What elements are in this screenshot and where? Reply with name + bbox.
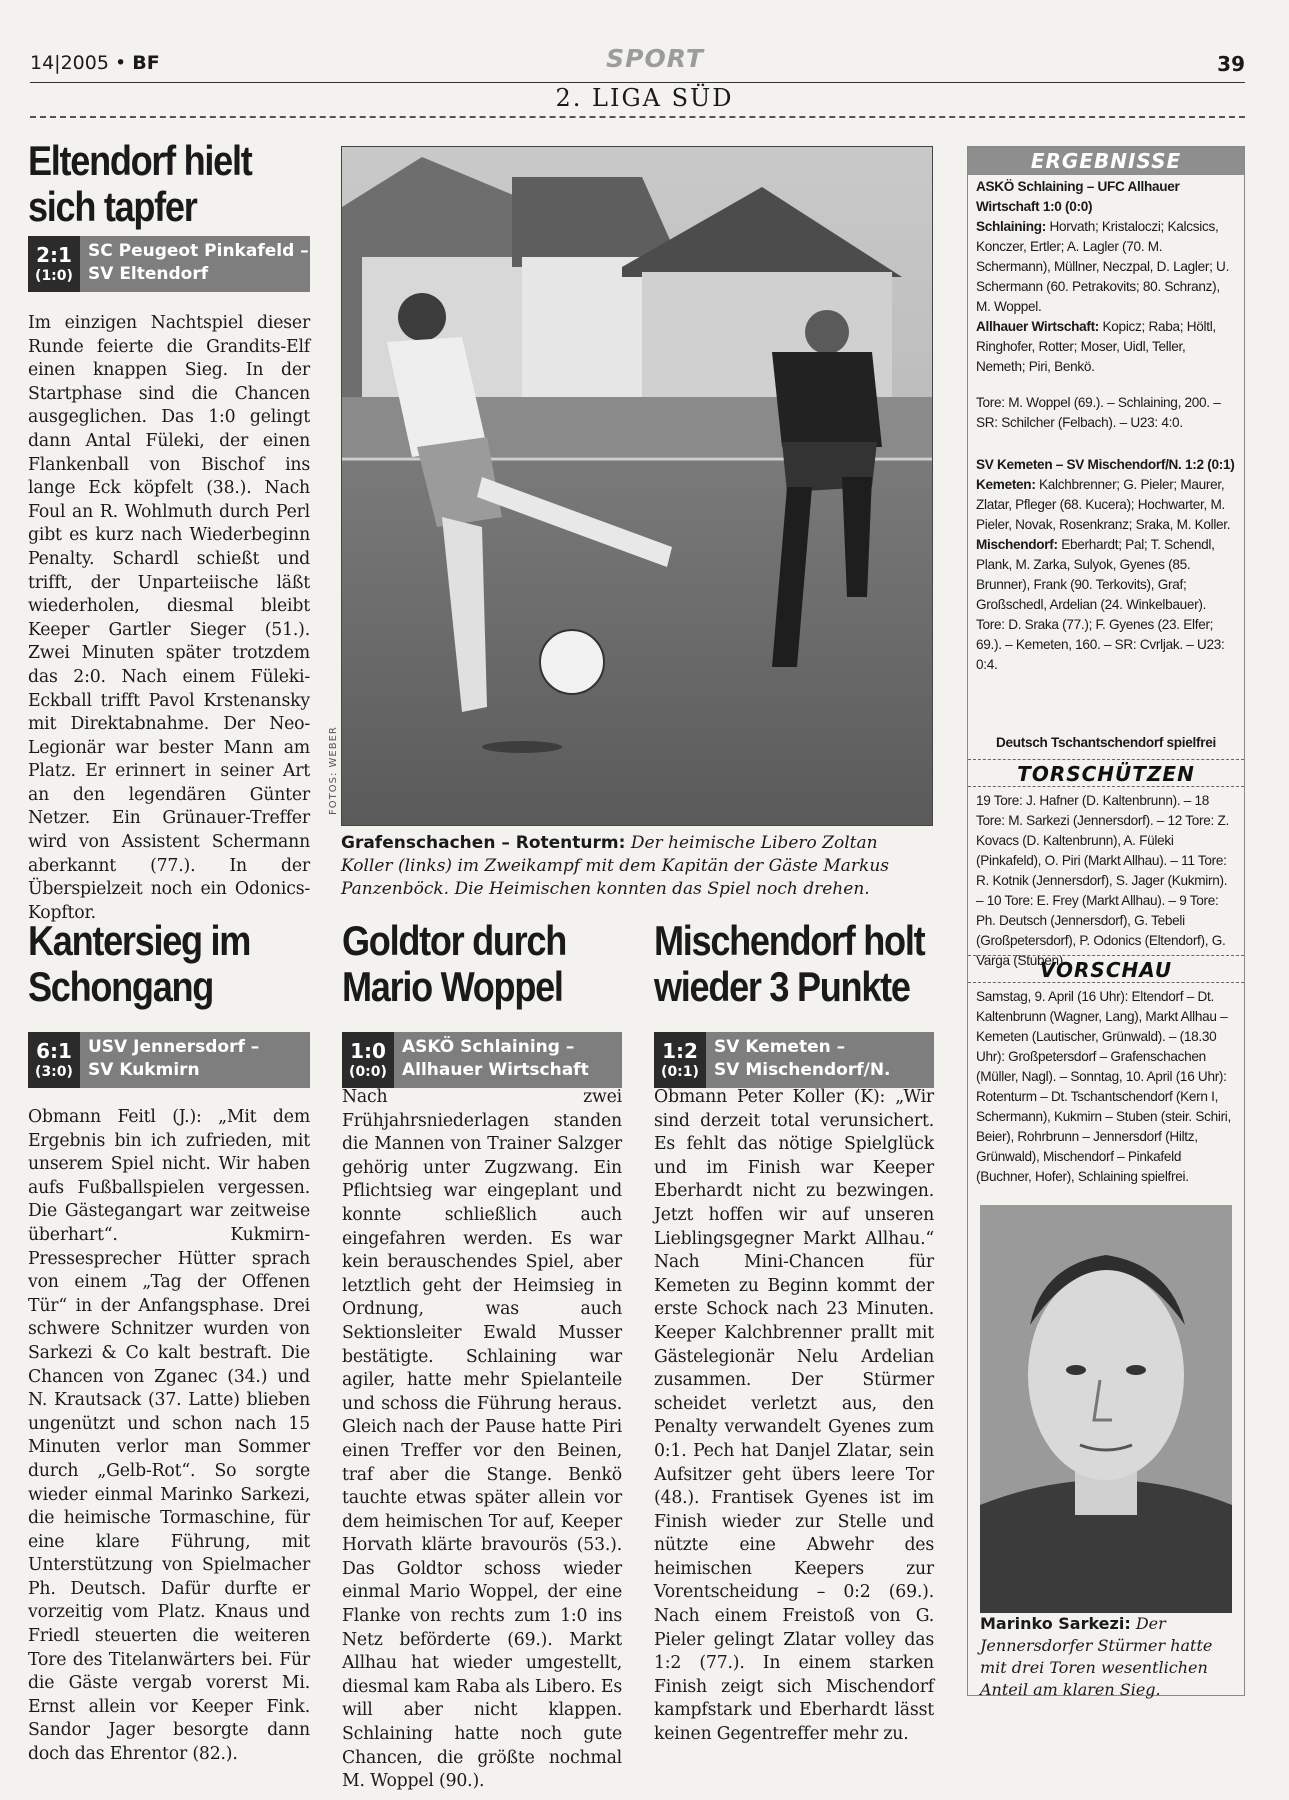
caption-text: Der heimische Libero Zoltan Koller (links) im Zweikampf mit dem Kapitän der Gäste Markus Panzenböck. Die Heimischen konnten das Spiel noch drehen. <box>341 833 890 899</box>
match-photo-illustration <box>342 147 933 826</box>
portrait-name: Marinko Sarkezi: <box>980 1614 1131 1633</box>
match1-home-label: Schlaining: <box>976 219 1046 234</box>
article2-body: Obmann Feitl (J.): „Mit dem Ergebnis bin ich zufrieden, mit unserem Spiel nicht. Wir haben aufs Fußballspielen vergessen. Die Gästegangart war zeitweise überhart“. Kukmirn-Pressesprecher Hütter sprach von einem „Tag der Offenen Tür“ in der Anfangsphase. Drei schwere Schnitzer wurden von Sarkezi & Co kalt bestraft. Die Chancen von Zganec (34.) und N. Krautsack (37. Latte) blieben ungenützt und schon nach 15 Minuten verlor man Sommer durch „Gelb-Rot“. So sorgte wieder einmal Marinko Sarkezi, die heimische Tormaschine, für eine klare Führung, mit Unterstützung von Spielmacher Ph. Deutsch. Dafür durfte er vorzeitig vom Platz. Knaus und Friedl steuerten die weiteren Tore des Titelanwärters bei. Für die Gäste vergab vorerst Mi. Ernst allein vor Keeper Fink. Sandor Jager besorgte dann doch das Ehrentor (82.). <box>28 1107 310 1765</box>
score-box <box>654 1032 706 1088</box>
match2-home-label: Kemeten: <box>976 477 1036 492</box>
away-team: SV Eltendorf <box>88 264 209 284</box>
halftime-score: (1:0) <box>35 268 73 284</box>
free-team-text: Deutsch Tschantschendorf spielfrei <box>996 735 1216 750</box>
portrait-caption <box>980 1613 1236 1701</box>
portrait-caption-text: Der Jennersdorfer Stürmer hatte mit drei Toren wesentlichen Anteil am klaren Sieg. <box>980 1614 1213 1699</box>
away-team: Allhauer Wirtschaft <box>402 1060 589 1080</box>
score-box <box>28 1032 80 1088</box>
headline-line: Schongang <box>28 963 214 1010</box>
headline-line: wieder 3 Punkte <box>654 963 910 1010</box>
halftime-score: (3:0) <box>35 1064 73 1080</box>
article3-scorebar <box>342 1032 622 1088</box>
match1-away-lineup: Kopicz; Raba; Höltl, Ringhofer, Rotter; Moser, Uidl, Teller, Nemeth; Piri, Benkö. <box>976 319 1216 374</box>
article1-body: Im einzigen Nachtspiel dieser Runde feierte die Grandits-Elf einen knappen Sieg. In der Startphase sind die Chancen ausgeglichen. Das 1:0 gelingt dann Antal Füleki, der einen Flankenball von Bischof ins lange Eck köpfelt (38.). Nach Foul an R. Wohlmuth durch Perl gibt es kurz nach Wiederbeginn Penalty. Schardl schießt und trifft, der Unparteiische läßt wiederholen, diesmal bleibt Keeper Gartler Sieger (51.). Zwei Minuten später trotzdem das 2:0. Nach einem Füleki-Eckball trifft Pavol Krstenansky mit Direktabnahme. Der Neo-Legionär war bester Mann am Platz. Er erinnert in seiner Art an den legendären Günter Netzer. Ein Grünauer-Treffer wird von Assistent Schermann aberkannt (77.). In der Überspielzeit noch ein Odonics-Kopftor. <box>28 313 310 923</box>
article1-headline <box>28 138 251 230</box>
match1-goals: Tore: M. Woppel (69.). – Schlaining, 200. – SR: Schilcher (Felbach). – U23: 4:0. <box>976 395 1221 430</box>
home-team: SV Kemeten – <box>714 1037 846 1057</box>
away-team: SV Kukmirn <box>88 1060 200 1080</box>
home-team: SC Peugeot Pinkafeld – <box>88 241 309 261</box>
photo-caption <box>341 832 933 901</box>
match1-block <box>976 177 1236 377</box>
free-team <box>976 733 1236 753</box>
away-team: SV Mischendorf/N. <box>714 1060 891 1080</box>
page-number: 39 <box>1217 52 1245 76</box>
match2-home-lineup: Kalchbrenner; G. Pieler; Maurer, Zlatar, Pfleger (68. Kucera); Hochwarter, M. Pieler, Novak, Rosenkranz; Sraka, M. Koller. <box>976 477 1231 532</box>
headline-line: Mario Woppel <box>342 963 563 1010</box>
headline-line: Eltendorf hielt <box>28 137 252 184</box>
preview-list: Samstag, 9. April (16 Uhr): Eltendorf – Dt. Kaltenbrunn (Wagner, Lang), Markt Allhau – Kemeten (Lautischer, Grünwald). – (18.30 Uhr): Großpetersdorf – Grafenschachen (Müller, Nagl). – Sonntag, 10. April (16 Uhr): Rotenturm – Dt. Tschantschendorf (Kern I, Schermann), Kukmirn – Stuben (steir. Schiri, Beier), Rohrbrunn – Jennersdorf (Hiltz, Grünwald), Mischendorf – Pinkafeld (Buchner, Hofer), Schlaining spielfrei. <box>976 989 1232 1184</box>
match1-away-label: Allhauer Wirtschaft: <box>976 319 1100 334</box>
player-portrait <box>980 1205 1232 1613</box>
match2-goals: Tore: D. Sraka (77.); F. Gyenes (23. Elfer; 69.). – Kemeten, 160. – SR: Cvrljak. – U23: 0:4. <box>976 617 1225 672</box>
match1-home-lineup: Horvath; Kristaloczi; Kalcsics, Konczer, Ertler; A. Lagler (70. M. Schermann), Müllner, Neczpal, D. Lagler; U. Schermann (60. Petrakovits; 80. Schranz), M. Woppel. <box>976 219 1230 314</box>
article2-headline <box>28 918 250 1010</box>
portrait-illustration <box>980 1205 1232 1613</box>
preview-title: VORSCHAU <box>968 955 1244 983</box>
scorers-list: 19 Tore: J. Hafner (D. Kaltenbrunn). – 18 Tore: M. Sarkezi (Jennersdorf). – 12 Tore: Z. Kovacs (D. Kaltenbrunn), A. Füleki (Pinkafeld), O. Piri (Markt Allhau). – 11 Tore: R. Kotnik (Jennersdorf), S. Jager (Kukmirn). – 10 Tore: E. Frey (Markt Allhau). – 9 Tore: Ph. Deutsch (Jennersdorf), G. Tebeli (Großpetersdorf), P. Odonics (Eltendorf), G. Varga (Stuben). <box>976 793 1229 968</box>
home-team: ASKÖ Schlaining – <box>402 1037 575 1057</box>
home-team: USV Jennersdorf – <box>88 1037 260 1057</box>
match2-away-lineup: Eberhardt; Pal; T. Schendl, Plank, M. Zarka, Sulyok, Gyenes (85. Brunner), Frank (90. Terkovits), Graf; Großschedl, Ardelian (24. Winkelbauer). <box>976 537 1215 612</box>
team-names <box>80 1032 310 1088</box>
score-box <box>342 1032 394 1088</box>
team-names <box>706 1032 934 1088</box>
final-score: 6:1 <box>36 1039 72 1063</box>
league-title: 2. LIGA SÜD <box>555 84 734 112</box>
match1-title: ASKÖ Schlaining – UFC Allhauer Wirtschaft 1:0 (0:0) <box>976 179 1180 214</box>
header-rule <box>30 82 1245 83</box>
article4-headline <box>654 918 924 1010</box>
photo-credit: FOTOS: WEBER <box>328 726 339 815</box>
dashed-rule <box>30 116 1245 118</box>
results-title: ERGEBNISSE <box>968 147 1244 175</box>
match-photo <box>341 146 933 826</box>
headline-line: Kantersieg im <box>28 917 251 964</box>
headline-line: sich tapfer <box>28 183 197 230</box>
issue-info: 14|2005 • BF <box>30 52 160 74</box>
paper-name: BF <box>132 52 160 74</box>
score-box <box>28 236 80 292</box>
article2-scorebar <box>28 1032 310 1088</box>
section-title: SPORT <box>606 44 704 73</box>
match2-away-label: Mischendorf: <box>976 537 1058 552</box>
article3-headline <box>342 918 566 1010</box>
article4-body: Obmann Peter Koller (K): „Wir sind derzeit total verunsichert. Es fehlt das nötige Spielglück und im Finish war Keeper Eberhardt nicht zu bezwingen. Jetzt hoffen wir auf unseren Lieblingsgegner Markt Allhau.“ Nach Mini-Chancen für Kemeten zu Beginn kommt der erste Schock nach 23 Minuten. Keeper Kalchbrenner prallt mit Gästelegionär Nelu Ardelian zusammen. Der Stürmer scheidet verletzt aus, den Penalty verwandelt Gyenes zum 0:1. Pech hat Danjel Zlatar, sein Aufsitzer geht übers leere Tor (48.). Frantisek Gyenes ist im Finish wieder zur Stelle und nützte eine Abwehr des heimischen Keepers zur Vorentscheidung – 0:2 (69.). Nach einem Freistoß von G. Pieler gelingt Zlatar volley das 1:2 (77.). In einem starken Finish zeigt sich Mischendorf kampfstark und Eberhardt lässt keinen Gegentreffer mehr zu. <box>654 1087 934 1745</box>
final-score: 2:1 <box>36 243 72 267</box>
halftime-score: (0:0) <box>349 1064 387 1080</box>
headline-line: Mischendorf holt <box>654 917 925 964</box>
article3-body: Nach zwei Frühjahrsniederlagen standen die Mannen von Trainer Salzger gehörig unter Zugzwang. Ein Pflichtsieg war eingeplant und konnte schließlich auch eingefahren werden. Es war kein berauschendes Spiel, aber letztlich geht der Heimsieg in Ordnung, was auch Sektionsleiter Ewald Musser bestätigte. Schlaining war agiler, hatte mehr Spielanteile und schoss die Führung heraus. Gleich nach der Pause hatte Piri einen Treffer vor den Beinen, traf aber die Stange. Benkö tauchte etwas später allein vor dem heimischen Tor auf, Keeper Horvath klärte bravourös (53.). Das Goldtor schoss wieder einmal Mario Woppel, der eine Flanke von rechts zum 1:0 ins Netz beförderte (69.). Markt Allhau hat wieder umgestellt, diesmal kam Raba als Libero. Es will aber nicht klappen. Schlaining hatte noch gute Chancen, die größte nochmal M. Woppel (90.). <box>342 1087 622 1792</box>
caption-location: Grafenschachen – Rotenturm: <box>341 833 626 853</box>
final-score: 1:0 <box>350 1039 386 1063</box>
team-names <box>80 236 310 292</box>
scorers-title: TORSCHÜTZEN <box>968 759 1244 787</box>
headline-line: Goldtor durch <box>342 917 567 964</box>
article1-scorebar <box>28 236 310 292</box>
halftime-score: (0:1) <box>661 1064 699 1080</box>
final-score: 1:2 <box>662 1039 698 1063</box>
article4-scorebar <box>654 1032 934 1088</box>
match2-title: SV Kemeten – SV Mischendorf/N. 1:2 (0:1) <box>976 457 1235 472</box>
issue-number: 14|2005 <box>30 52 109 74</box>
team-names <box>394 1032 622 1088</box>
match2-block <box>976 455 1236 675</box>
